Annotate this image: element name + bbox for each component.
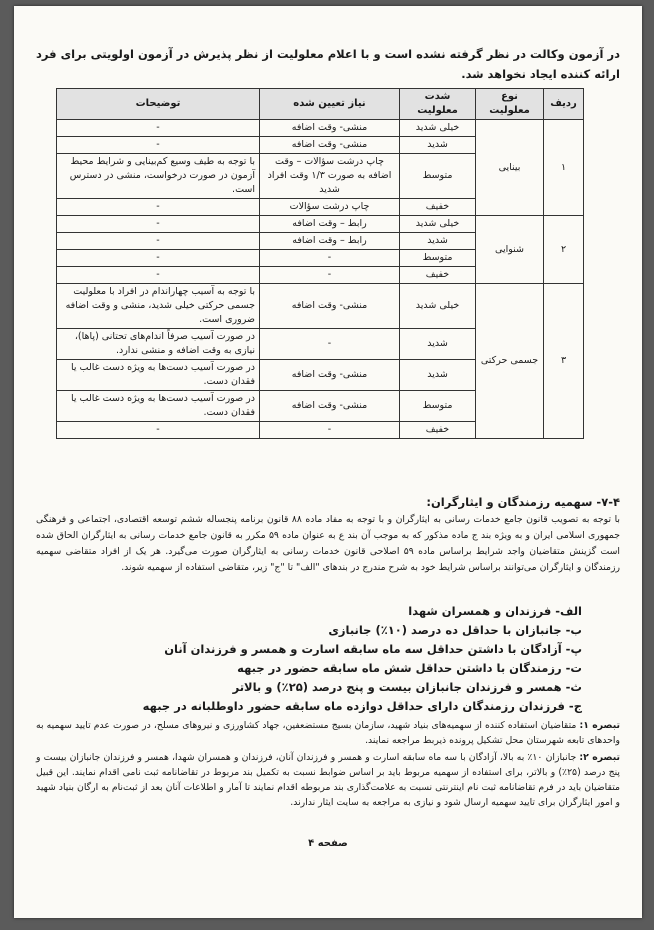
row-number-cell: ۲	[544, 216, 584, 284]
note-1	[36, 718, 620, 748]
need-cell: چاپ درشت سؤالات – وقت اضافه به صورت ۱/۳ وقت افراد شدید	[260, 154, 400, 199]
severity-cell: خفیف	[400, 422, 476, 439]
description-cell: در صورت آسیب دست‌ها به ویژه دست غالب یا فقدان دست.	[57, 360, 260, 391]
list-item: الف- فرزندان و همسران شهدا	[408, 604, 582, 618]
severity-cell: خیلی شدید	[400, 216, 476, 233]
header-cell: ردیف	[544, 89, 584, 120]
disability-type-cell: بینایی	[476, 120, 544, 216]
need-cell: رابط – وقت اضافه	[260, 233, 400, 250]
section-paragraph: با توجه به تصویب قانون جامع خدمات رسانی به ایثارگران و با توجه به مفاد ماده ۸۸ قانون برنامه پنجساله ششم توسعه اقتصادی، اجتماعی و فرهنگی جمهوری اسلامی ایران و به ویژه بند ج ماده مذکور که به موجب آن بند ع به عنوان ماده ۵۹ مکرر به قانون جامع خدمات رسانی به ایثارگران الحاق شده است گزینش متقاضیان واجد شرایط براساس ماده ۵۹ اصلاحی قانون خدمات رسانی به ایثارگران صورت می‌گیرد. هر یک از افراد متقاضی سهمیه رزمندگان و ایثارگران می‌توانند براساس شرایط خود به شرح مندرج در بندهای "الف" تا "ج" زیر، متقاضی استفاده از سهمیه شوند.	[36, 514, 620, 573]
description-cell: -	[57, 137, 260, 154]
need-cell: رابط – وقت اضافه	[260, 216, 400, 233]
severity-cell: خفیف	[400, 267, 476, 284]
note-label: تبصره ۲:	[579, 752, 620, 763]
severity-cell: متوسط	[400, 250, 476, 267]
list-item: ج- فرزندان رزمندگان دارای حداقل دوازده ماه سابقه حضور داوطلبانه در جبهه	[142, 699, 582, 713]
need-cell: چاپ درشت سؤالات	[260, 199, 400, 216]
note-text: متقاضیان استفاده کننده از سهمیه‌های بنیاد شهید، سازمان بسیج مستضعفین، جهاد کشاورزی و نیروهای مسلح، در صورت عدم تایید سهمیه به واحدهای تابعه شهرستان محل تشکیل پرونده ذیربط مراجعه نمایند.	[36, 720, 620, 746]
need-cell: منشی- وقت اضافه	[260, 137, 400, 154]
disability-type-cell: شنوایی	[476, 216, 544, 284]
list-item: پ- آزادگان با داشتن حداقل سه ماه سابقه اسارت و همسر و فرزندان آنان	[164, 642, 582, 656]
severity-cell: خیلی شدید	[400, 120, 476, 137]
need-cell: منشی- وقت اضافه	[260, 284, 400, 329]
description-cell: -	[57, 250, 260, 267]
description-cell: با توجه به آسیب چهاراندام در افراد با معلولیت جسمی حرکتی خیلی شدید، منشی و وقت اضافه ضروری است.	[57, 284, 260, 329]
severity-cell: شدید	[400, 137, 476, 154]
disability-type-cell: جسمی حرکتی	[476, 284, 544, 439]
header-cell: توضیحات	[57, 89, 260, 120]
need-cell: منشی- وقت اضافه	[260, 120, 400, 137]
row-number-cell: ۱	[544, 120, 584, 216]
description-cell: در صورت آسیب دست‌ها به ویژه دست غالب یا فقدان دست.	[57, 391, 260, 422]
description-cell: در صورت آسیب صرفاً اندام‌های تحتانی (پاها)، نیازی به وقت اضافه و منشی ندارد.	[57, 329, 260, 360]
severity-cell: شدید	[400, 329, 476, 360]
description-cell: -	[57, 422, 260, 439]
severity-cell: متوسط	[400, 154, 476, 199]
row-number-cell: ۳	[544, 284, 584, 439]
description-cell: -	[57, 233, 260, 250]
need-cell: -	[260, 250, 400, 267]
severity-cell: شدید	[400, 360, 476, 391]
table-row	[57, 120, 584, 137]
description-cell: -	[57, 216, 260, 233]
header-cell: نیاز تعیین شده	[260, 89, 400, 120]
description-cell: -	[57, 120, 260, 137]
table-row	[57, 284, 584, 329]
description-cell: با توجه به طیف وسیع کم‌بینایی و شرایط محیط آزمون در صورت درخواست، منشی در دسترس است.	[57, 154, 260, 199]
severity-cell: شدید	[400, 233, 476, 250]
description-cell: -	[57, 199, 260, 216]
severity-cell: متوسط	[400, 391, 476, 422]
note-2	[36, 750, 620, 810]
list-item: ث- همسر و فرزندان جانبازان بیست و پنج درصد (۲۵٪) و بالاتر	[232, 680, 582, 694]
need-cell: -	[260, 267, 400, 284]
document-page	[14, 6, 642, 918]
table-header-row	[57, 89, 584, 120]
need-cell: منشی- وقت اضافه	[260, 391, 400, 422]
note-text: جانبازان ۱۰٪ به بالا، آزادگان با سه ماه سابقه اسارت و همسر و فرزندان آنان، فرزندان و همسران شهدا، همسر و فرزندان جانبازان بیست و پنج درصد (۲۵٪) و بالاتر، برای استفاده از سهمیه مربوط باید بر اساس ضوابط نسبت به تکمیل بند مربوط در تقاضانامه ثبت نامی اقدام نمایند. این قبیل متقاضیان باید در فرم تقاضانامه ثبت نام اینترنتی نسبت به علامت‌گذاری بند مربوطه اقدام نمایند تا آمار و اطلاعات آنان بعد از ثبت‌نام به ارگان بنیاد شهید و امور ایثارگران برای تایید سهمیه ارسال شود و نیازی به مراجعه به سایت ایثار ندارند.	[36, 752, 620, 808]
intro-paragraph: در آزمون وکالت در نظر گرفته نشده است و با اعلام معلولیت از نظر پذیرش در آزمون اولویتی برای فرد ارائه کننده ایجاد نخواهد شد.	[36, 47, 620, 81]
severity-cell: خیلی شدید	[400, 284, 476, 329]
need-cell: -	[260, 422, 400, 439]
need-cell: منشی- وقت اضافه	[260, 360, 400, 391]
section-heading: ۷-۴- سهمیه رزمندگان و ایثارگران:	[426, 495, 620, 509]
list-item: ت- رزمندگان با داشتن حداقل شش ماه سابقه حضور در جبهه	[237, 661, 582, 675]
severity-cell: خفیف	[400, 199, 476, 216]
header-cell: شدت معلولیت	[400, 89, 476, 120]
note-label: تبصره ۱:	[579, 720, 620, 731]
disability-requirements-table	[56, 88, 584, 439]
list-item: ب- جانبازان با حداقل ده درصد (۱۰٪) جانبازی	[328, 623, 582, 637]
table-row	[57, 216, 584, 233]
page-number: صفحه ۴	[308, 838, 348, 849]
need-cell: -	[260, 329, 400, 360]
description-cell: -	[57, 267, 260, 284]
quota-category-list	[36, 602, 582, 716]
header-cell: نوع معلولیت	[476, 89, 544, 120]
